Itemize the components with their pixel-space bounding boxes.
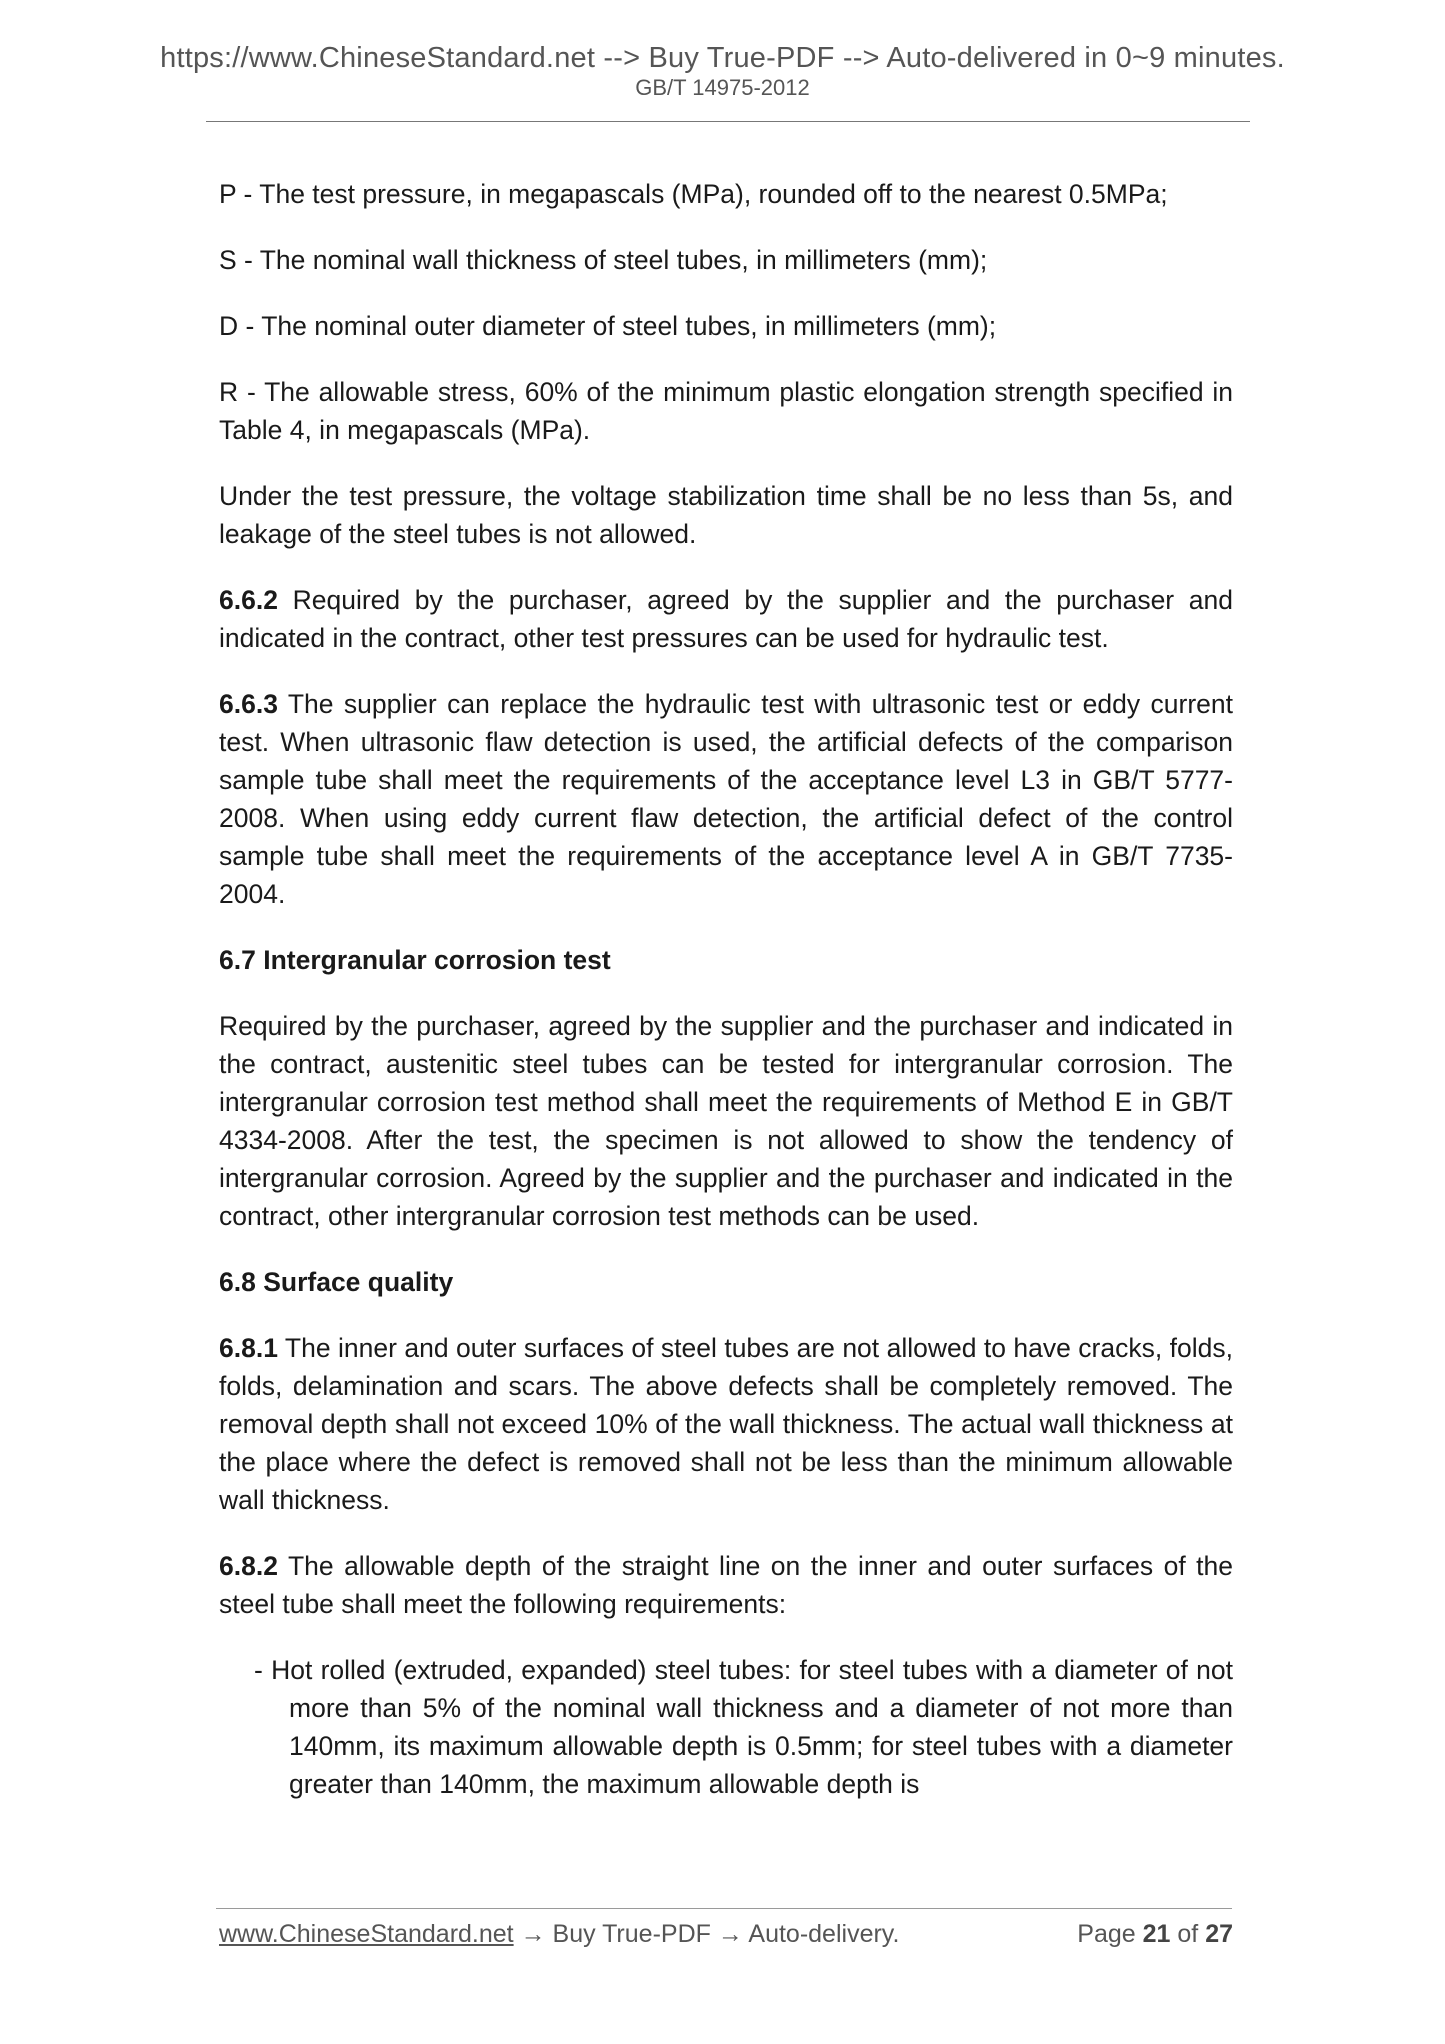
list-item-hot-rolled: - Hot rolled (extruded, expanded) steel tubes: for steel tubes with a diameter of not more than 5% of the nominal wall thickness and a diameter of not more than 140mm, its maximum allowable depth is 0.5mm; for steel tubes with a diameter greater than 140mm, the maximum allowable depth is [254,1655,1233,1799]
source-banner: https://www.ChineseStandard.net --> Buy True-PDF --> Auto-delivered in 0~9 minutes. [160,42,1285,74]
document-id: GB/T 14975-2012 [635,75,810,100]
definition-p: P - The test pressure, in megapascals (MPa), rounded off to the nearest 0.5MPa; [219,179,1168,209]
page-label: Page [1077,1920,1136,1948]
page-footer [219,1920,1233,1949]
clause-6-6-2 [219,581,1233,657]
header-divider [206,121,1250,122]
page-indicator [1077,1920,1233,1949]
footer-left [219,1920,899,1949]
page-number: 21 [1142,1920,1171,1948]
heading-6-8: 6.8 Surface quality [219,1267,454,1297]
clause-number: 6.8.1 [219,1333,278,1363]
clause-6-8-2 [219,1547,1233,1623]
footer-divider [216,1908,1232,1909]
clause-number: 6.6.2 [219,585,278,615]
definition-r: R - The allowable stress, 60% of the minimum plastic elongation strength specified in Table 4, in megapascals (MPa). [219,377,1233,445]
paragraph-6-7: Required by the purchaser, agreed by the supplier and the purchaser and indicated in the contract, austenitic steel tubes can be tested for intergranular corrosion. The intergranular corrosion test method shall meet the requirements of Method E in GB/T 4334-2008. After the test, the specimen is not allowed to show the tendency of intergranular corrosion. Agreed by the supplier and the purchaser and indicated in the contract, other intergranular corrosion test methods can be used. [219,1011,1233,1231]
clause-6-8-1 [219,1329,1233,1519]
clause-text: Required by the purchaser, agreed by the supplier and the purchaser and indicated in the contract, other test pressures can be used for hydraulic test. [219,585,1233,653]
stabilization-paragraph: Under the test pressure, the voltage stabilization time shall be no less than 5s, and leakage of the steel tubes is not allowed. [219,481,1233,549]
page-content [219,175,1233,1803]
clause-text: The allowable depth of the straight line on the inner and outer surfaces of the steel tube shall meet the following requirements: [219,1551,1233,1619]
heading-6-7: 6.7 Intergranular corrosion test [219,945,611,975]
clause-6-6-3 [219,685,1233,913]
definition-s: S - The nominal wall thickness of steel tubes, in millimeters (mm); [219,245,988,275]
definition-d: D - The nominal outer diameter of steel tubes, in millimeters (mm); [219,311,997,341]
footer-tagline: → Buy True-PDF → Auto-delivery. [513,1920,900,1948]
clause-number: 6.6.3 [219,689,278,719]
of-label: of [1177,1920,1199,1948]
site-link[interactable]: www.ChineseStandard.net [219,1920,514,1948]
clause-number: 6.8.2 [219,1551,278,1581]
clause-text: The supplier can replace the hydraulic test with ultrasonic test or eddy current test. When ultrasonic flaw detection is used, the artificial defects of the comparison sample tube shall meet the requirements of the acceptance level L3 in GB/T 5777-2008. When using eddy current flaw detection, the artificial defect of the control sample tube shall meet the requirements of the acceptance level A in GB/T 7735-2004. [219,689,1233,909]
clause-text: The inner and outer surfaces of steel tubes are not allowed to have cracks, folds, folds, delamination and scars. The above defects shall be completely removed. The removal depth shall not exceed 10% of the wall thickness. The actual wall thickness at the place where the defect is removed shall not be less than the minimum allowable wall thickness. [219,1333,1233,1515]
page-total: 27 [1205,1920,1233,1948]
